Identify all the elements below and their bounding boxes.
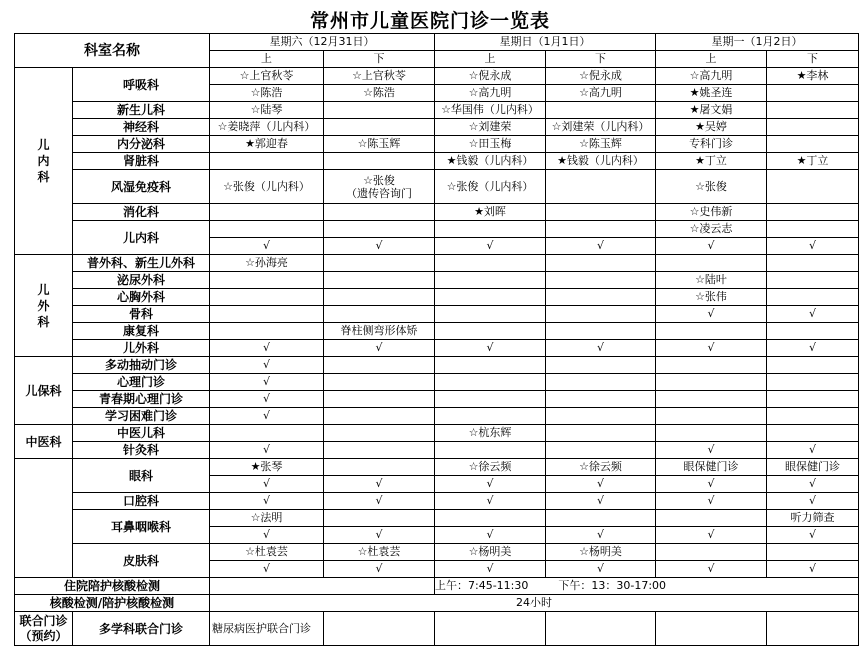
schedule-cell bbox=[767, 85, 859, 102]
table-row bbox=[15, 578, 859, 595]
schedule-cell bbox=[435, 374, 546, 391]
schedule-cell: √ bbox=[656, 340, 767, 357]
schedule-cell bbox=[435, 255, 546, 272]
schedule-cell bbox=[435, 306, 546, 323]
schedule-cell bbox=[546, 102, 656, 119]
schedule-cell: √ bbox=[435, 238, 546, 255]
schedule-cell bbox=[656, 425, 767, 442]
schedule-cell bbox=[656, 544, 767, 561]
schedule-cell: ☆倪永成 bbox=[546, 68, 656, 85]
schedule-cell: ☆陈玉辉 bbox=[546, 136, 656, 153]
schedule-cell: ☆法明 bbox=[210, 510, 324, 527]
pm-header: 下 bbox=[767, 51, 859, 68]
schedule-cell: ☆杨明美 bbox=[546, 544, 656, 561]
dept-puwai: 普外科、新生儿外科 bbox=[73, 255, 210, 272]
schedule-cell bbox=[546, 204, 656, 221]
schedule-cell bbox=[324, 119, 435, 136]
schedule-cell bbox=[767, 425, 859, 442]
schedule-cell: ★李林 bbox=[767, 68, 859, 85]
am-header: 上 bbox=[656, 51, 767, 68]
schedule-cell: ☆高九明 bbox=[656, 68, 767, 85]
schedule-cell: ☆华国伟（儿内科） bbox=[435, 102, 546, 119]
pm-header: 下 bbox=[324, 51, 435, 68]
schedule-cell: √ bbox=[210, 408, 324, 425]
schedule-cell bbox=[767, 391, 859, 408]
schedule-cell bbox=[656, 510, 767, 527]
pm-header: 下 bbox=[546, 51, 656, 68]
dept-erbi: 耳鼻咽喉科 bbox=[73, 510, 210, 544]
schedule-cell bbox=[546, 425, 656, 442]
schedule-cell bbox=[546, 272, 656, 289]
dept-qingchun: 青春期心理门诊 bbox=[73, 391, 210, 408]
schedule-cell: ★钱毅（儿内科） bbox=[546, 153, 656, 170]
schedule-cell: √ bbox=[210, 527, 324, 544]
schedule-cell: ☆凌云志 bbox=[656, 221, 767, 238]
schedule-cell: √ bbox=[767, 476, 859, 493]
schedule-cell: 专科门诊 bbox=[656, 136, 767, 153]
schedule-cell bbox=[435, 221, 546, 238]
schedule-cell bbox=[546, 323, 656, 340]
schedule-cell: √ bbox=[324, 493, 435, 510]
table-row bbox=[15, 68, 859, 85]
dept-shenzang: 肾脏科 bbox=[73, 153, 210, 170]
schedule-cell bbox=[656, 255, 767, 272]
schedule-cell bbox=[656, 391, 767, 408]
dept-xiaohua: 消化科 bbox=[73, 204, 210, 221]
schedule-cell: ☆田玉梅 bbox=[435, 136, 546, 153]
schedule-cell: √ bbox=[656, 476, 767, 493]
schedule-cell: √ bbox=[656, 493, 767, 510]
dept-kouqiang: 口腔科 bbox=[73, 493, 210, 510]
schedule-cell: ★丁立 bbox=[656, 153, 767, 170]
general-nucleic-hours: 24小时 bbox=[210, 595, 859, 612]
schedule-cell: √ bbox=[210, 442, 324, 459]
schedule-cell bbox=[435, 391, 546, 408]
schedule-cell bbox=[767, 119, 859, 136]
schedule-cell: ☆张俊（儿内科） bbox=[435, 170, 546, 204]
schedule-cell bbox=[324, 408, 435, 425]
schedule-cell: 脊柱侧弯形体矫 bbox=[324, 323, 435, 340]
dept-shenjing: 神经科 bbox=[73, 119, 210, 136]
schedule-cell: ☆张俊 （遗传咨询门 bbox=[324, 170, 435, 204]
schedule-cell: ☆陈玉辉 bbox=[324, 136, 435, 153]
schedule-cell: √ bbox=[546, 561, 656, 578]
table-row bbox=[15, 153, 859, 170]
schedule-cell: ☆杨明美 bbox=[435, 544, 546, 561]
day-header: 星期一（1月2日） bbox=[656, 34, 859, 51]
schedule-cell bbox=[656, 408, 767, 425]
schedule-cell bbox=[324, 357, 435, 374]
dept-pifu: 皮肤科 bbox=[73, 544, 210, 578]
table-row bbox=[15, 340, 859, 357]
am-header: 上 bbox=[210, 51, 324, 68]
day-header: 星期六（12月31日） bbox=[210, 34, 435, 51]
table-row bbox=[15, 510, 859, 527]
table-row bbox=[15, 544, 859, 561]
schedule-cell: √ bbox=[546, 527, 656, 544]
schedule-cell: ★刘晖 bbox=[435, 204, 546, 221]
schedule-cell: ★郭迎春 bbox=[210, 136, 324, 153]
table-row bbox=[15, 221, 859, 238]
schedule-cell bbox=[546, 255, 656, 272]
category-other bbox=[15, 459, 73, 578]
schedule-cell: √ bbox=[767, 493, 859, 510]
schedule-cell bbox=[435, 272, 546, 289]
schedule-cell: ☆倪永成 bbox=[435, 68, 546, 85]
schedule-cell bbox=[324, 306, 435, 323]
schedule-cell: 听力筛查 bbox=[767, 510, 859, 527]
table-row bbox=[15, 493, 859, 510]
table-row bbox=[15, 289, 859, 306]
schedule-cell: ☆刘建荣（儿内科） bbox=[546, 119, 656, 136]
schedule-cell bbox=[210, 153, 324, 170]
schedule-cell: √ bbox=[546, 476, 656, 493]
schedule-cell bbox=[324, 221, 435, 238]
schedule-cell bbox=[546, 391, 656, 408]
table-row bbox=[15, 255, 859, 272]
schedule-cell: ☆史伟新 bbox=[656, 204, 767, 221]
inpatient-nucleic-pm: 下午：13：30-17:00 bbox=[558, 579, 667, 592]
schedule-cell: ★吴婷 bbox=[656, 119, 767, 136]
schedule-cell bbox=[324, 255, 435, 272]
category-surgery: 儿 外 科 bbox=[15, 255, 73, 357]
schedule-cell: ☆杜袁芸 bbox=[324, 544, 435, 561]
inpatient-nucleic-am: 上午：7:45-11:30 bbox=[435, 579, 529, 592]
schedule-cell: √ bbox=[767, 527, 859, 544]
dept-zhongyi: 中医儿科 bbox=[73, 425, 210, 442]
schedule-cell bbox=[767, 408, 859, 425]
schedule-cell: √ bbox=[546, 340, 656, 357]
schedule-cell: ★张琴 bbox=[210, 459, 324, 476]
schedule-cell bbox=[324, 289, 435, 306]
schedule-cell bbox=[435, 357, 546, 374]
schedule-cell: √ bbox=[656, 442, 767, 459]
schedule-cell bbox=[767, 102, 859, 119]
schedule-cell bbox=[210, 204, 324, 221]
schedule-cell: √ bbox=[324, 561, 435, 578]
schedule-cell: √ bbox=[210, 493, 324, 510]
schedule-cell: √ bbox=[546, 238, 656, 255]
schedule-cell bbox=[767, 323, 859, 340]
schedule-cell: ☆张俊 bbox=[656, 170, 767, 204]
schedule-cell bbox=[767, 204, 859, 221]
schedule-cell: ☆刘建荣 bbox=[435, 119, 546, 136]
schedule-cell: ☆杭东辉 bbox=[435, 425, 546, 442]
table-row bbox=[15, 306, 859, 323]
schedule-cell: ☆陈浩 bbox=[210, 85, 324, 102]
dept-yanke: 眼科 bbox=[73, 459, 210, 493]
schedule-cell: ☆张伟 bbox=[656, 289, 767, 306]
schedule-cell: ☆上官秋苓 bbox=[210, 68, 324, 85]
schedule-cell: 眼保健门诊 bbox=[656, 459, 767, 476]
schedule-cell bbox=[767, 374, 859, 391]
schedule-cell: √ bbox=[767, 238, 859, 255]
table-row bbox=[15, 459, 859, 476]
clinic-schedule-table bbox=[14, 33, 859, 646]
table-row bbox=[15, 442, 859, 459]
dept-header: 科室名称 bbox=[15, 34, 210, 68]
schedule-cell bbox=[435, 612, 546, 646]
schedule-cell: √ bbox=[210, 561, 324, 578]
schedule-cell bbox=[546, 442, 656, 459]
schedule-cell: √ bbox=[767, 561, 859, 578]
table-row bbox=[15, 204, 859, 221]
schedule-cell bbox=[324, 374, 435, 391]
schedule-cell: ☆徐云频 bbox=[546, 459, 656, 476]
schedule-cell bbox=[435, 323, 546, 340]
schedule-cell bbox=[767, 544, 859, 561]
schedule-cell: √ bbox=[324, 340, 435, 357]
schedule-cell bbox=[210, 272, 324, 289]
category-care: 儿保科 bbox=[15, 357, 73, 425]
schedule-cell bbox=[324, 459, 435, 476]
schedule-cell: √ bbox=[210, 374, 324, 391]
dept-miniao: 泌尿外科 bbox=[73, 272, 210, 289]
schedule-cell bbox=[767, 136, 859, 153]
schedule-cell bbox=[324, 442, 435, 459]
schedule-cell: ☆高九明 bbox=[435, 85, 546, 102]
schedule-cell bbox=[324, 272, 435, 289]
table-row bbox=[15, 374, 859, 391]
schedule-cell: √ bbox=[435, 527, 546, 544]
schedule-cell: √ bbox=[324, 238, 435, 255]
schedule-cell bbox=[435, 510, 546, 527]
table-row bbox=[15, 170, 859, 204]
schedule-cell: √ bbox=[435, 561, 546, 578]
dept-joint: 多学科联合门诊 bbox=[73, 612, 210, 646]
category-joint: 联合门诊 （预约） bbox=[15, 612, 73, 646]
schedule-cell bbox=[210, 323, 324, 340]
dept-kangfu: 康复科 bbox=[73, 323, 210, 340]
schedule-cell: ☆陆叶 bbox=[656, 272, 767, 289]
schedule-cell bbox=[767, 612, 859, 646]
schedule-cell: ☆姜晓萍（儿内科） bbox=[210, 119, 324, 136]
schedule-cell bbox=[210, 221, 324, 238]
schedule-cell: √ bbox=[210, 391, 324, 408]
schedule-cell: ★钱毅（儿内科） bbox=[435, 153, 546, 170]
schedule-cell bbox=[324, 425, 435, 442]
table-row bbox=[15, 425, 859, 442]
schedule-cell: ★姚圣连 bbox=[656, 85, 767, 102]
dept-erwaike: 儿外科 bbox=[73, 340, 210, 357]
table-row bbox=[15, 136, 859, 153]
schedule-cell bbox=[546, 170, 656, 204]
table-row bbox=[15, 34, 859, 51]
schedule-cell: √ bbox=[435, 340, 546, 357]
schedule-cell bbox=[767, 272, 859, 289]
dept-xuexi: 学习困难门诊 bbox=[73, 408, 210, 425]
schedule-cell bbox=[435, 289, 546, 306]
schedule-cell bbox=[656, 612, 767, 646]
schedule-cell bbox=[546, 612, 656, 646]
table-row bbox=[15, 357, 859, 374]
schedule-cell bbox=[767, 221, 859, 238]
table-row bbox=[15, 323, 859, 340]
schedule-cell bbox=[656, 357, 767, 374]
schedule-cell: √ bbox=[767, 306, 859, 323]
schedule-cell: √ bbox=[656, 306, 767, 323]
schedule-cell bbox=[767, 357, 859, 374]
table-row bbox=[15, 408, 859, 425]
schedule-cell: ☆上官秋苓 bbox=[324, 68, 435, 85]
spacer-cell bbox=[210, 578, 435, 595]
dept-xinli: 心理门诊 bbox=[73, 374, 210, 391]
dept-huxi: 呼吸科 bbox=[73, 68, 210, 102]
schedule-cell: √ bbox=[324, 476, 435, 493]
am-header: 上 bbox=[435, 51, 546, 68]
table-row bbox=[15, 595, 859, 612]
day-header: 星期日（1月1日） bbox=[435, 34, 656, 51]
schedule-cell: √ bbox=[546, 493, 656, 510]
schedule-cell: ☆高九明 bbox=[546, 85, 656, 102]
general-nucleic-label: 核酸检测/陪护核酸检测 bbox=[15, 595, 210, 612]
schedule-cell bbox=[324, 153, 435, 170]
schedule-cell: √ bbox=[656, 527, 767, 544]
table-row bbox=[15, 612, 859, 646]
schedule-cell: ☆徐云频 bbox=[435, 459, 546, 476]
page-title: 常州市儿童医院门诊一览表 bbox=[309, 10, 550, 32]
table-row bbox=[15, 272, 859, 289]
schedule-cell: ☆杜袁芸 bbox=[210, 544, 324, 561]
schedule-cell bbox=[767, 289, 859, 306]
schedule-cell bbox=[767, 170, 859, 204]
schedule-cell: ☆张俊（儿内科） bbox=[210, 170, 324, 204]
schedule-cell bbox=[546, 357, 656, 374]
dept-fengshi: 风湿免疫科 bbox=[73, 170, 210, 204]
schedule-cell: √ bbox=[435, 476, 546, 493]
schedule-cell: ☆孙海亮 bbox=[210, 255, 324, 272]
schedule-cell bbox=[546, 408, 656, 425]
schedule-cell bbox=[324, 612, 435, 646]
schedule-cell bbox=[546, 289, 656, 306]
schedule-cell: √ bbox=[767, 442, 859, 459]
schedule-cell: √ bbox=[767, 340, 859, 357]
schedule-cell bbox=[767, 255, 859, 272]
schedule-cell: ★丁立 bbox=[767, 153, 859, 170]
category-pediatrics: 儿 内 科 bbox=[15, 68, 73, 255]
schedule-cell bbox=[324, 510, 435, 527]
schedule-cell: √ bbox=[210, 238, 324, 255]
schedule-cell bbox=[210, 289, 324, 306]
schedule-cell bbox=[324, 204, 435, 221]
table-row bbox=[15, 119, 859, 136]
schedule-cell bbox=[546, 510, 656, 527]
table-row bbox=[15, 102, 859, 119]
schedule-cell bbox=[546, 374, 656, 391]
schedule-cell bbox=[656, 374, 767, 391]
inpatient-nucleic-hours bbox=[435, 578, 859, 595]
schedule-cell: √ bbox=[324, 527, 435, 544]
schedule-cell: √ bbox=[210, 476, 324, 493]
schedule-cell bbox=[656, 323, 767, 340]
schedule-cell bbox=[546, 306, 656, 323]
dept-zhenjiu: 针灸科 bbox=[73, 442, 210, 459]
schedule-cell bbox=[210, 306, 324, 323]
schedule-cell: √ bbox=[656, 238, 767, 255]
schedule-cell bbox=[435, 408, 546, 425]
dept-xinsheng: 新生儿科 bbox=[73, 102, 210, 119]
inpatient-nucleic-label: 住院陪护核酸检测 bbox=[15, 578, 210, 595]
schedule-cell bbox=[210, 425, 324, 442]
schedule-cell: √ bbox=[210, 340, 324, 357]
schedule-cell: √ bbox=[435, 493, 546, 510]
schedule-cell: 糖尿病医护联合门诊 bbox=[210, 612, 324, 646]
dept-erneike: 儿内科 bbox=[73, 221, 210, 255]
dept-duodong: 多动抽动门诊 bbox=[73, 357, 210, 374]
schedule-cell: ☆陆琴 bbox=[210, 102, 324, 119]
dept-neifenmi: 内分泌科 bbox=[73, 136, 210, 153]
schedule-cell: 眼保健门诊 bbox=[767, 459, 859, 476]
dept-guke: 骨科 bbox=[73, 306, 210, 323]
schedule-cell: √ bbox=[656, 561, 767, 578]
schedule-cell bbox=[324, 102, 435, 119]
schedule-cell: ★屠文娟 bbox=[656, 102, 767, 119]
dept-xinxiong: 心胸外科 bbox=[73, 289, 210, 306]
schedule-cell: √ bbox=[210, 357, 324, 374]
category-tcm: 中医科 bbox=[15, 425, 73, 459]
schedule-cell: ☆陈浩 bbox=[324, 85, 435, 102]
schedule-cell bbox=[546, 221, 656, 238]
schedule-cell bbox=[324, 391, 435, 408]
schedule-cell bbox=[435, 442, 546, 459]
table-row bbox=[15, 391, 859, 408]
